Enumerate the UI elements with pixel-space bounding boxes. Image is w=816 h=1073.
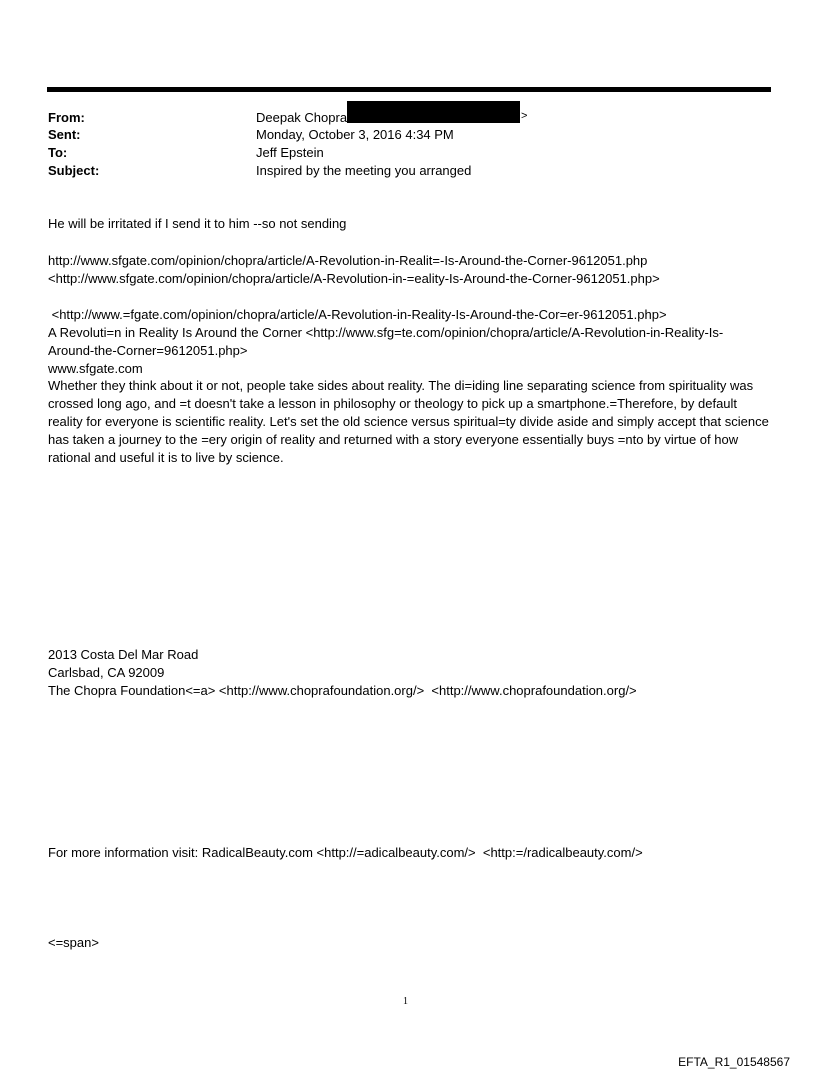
foundation-links[interactable]: The Chopra Foundation<=a> <http://www.choprafoundation.org/> <http://www.choprafoundation.org/> xyxy=(48,683,637,698)
redaction-box xyxy=(347,101,520,123)
from-label: From: xyxy=(48,110,85,125)
from-close-bracket: > xyxy=(521,110,528,122)
page-number: 1 xyxy=(403,996,408,1007)
sent-value: Monday, October 3, 2016 4:34 PM xyxy=(256,127,454,142)
document-reference-id: EFTA_R1_01548567 xyxy=(678,1055,790,1069)
subject-label: Subject: xyxy=(48,163,100,178)
article-link-1[interactable]: http://www.sfgate.com/opinion/chopra/article/A-Revolution-in-Realit=-Is-Around-the-Corner-9612051.php xyxy=(48,253,648,268)
more-info-line[interactable]: For more information visit: RadicalBeauty.com <http://=adicalbeauty.com/> <http:=/radicalbeauty.com/> xyxy=(48,845,643,860)
article-title-line-1: A Revoluti=n in Reality Is Around the Corner <http://www.sfg=te.com/opinion/chopra/article/A-Revolution-in-Reality-Is- xyxy=(48,325,724,340)
subject-value: Inspired by the meeting you arranged xyxy=(256,163,472,178)
body-intro: He will be irritated if I send it to him --so not sending xyxy=(48,216,347,231)
header-rule xyxy=(47,87,771,92)
to-label: To: xyxy=(48,145,68,160)
to-value: Jeff Epstein xyxy=(256,145,324,160)
address-line-2: Carlsbad, CA 92009 xyxy=(48,665,165,680)
article-excerpt: Whether they think about it or not, people take sides about reality. The di=iding line separating science from spirituality was crossed long ago, and =t doesn't take a lesson in philosophy or theology to pick up a smartphone.=Therefore, by default reality for everyone is scientific reality. Let's set the old science versus spiritual=ty divide aside and simply accept that science has taken a journey to the =ery origin of reality and returned with a story everyone essentially buys =nto by virtue of how rational and useful it is to live by science. xyxy=(48,378,769,465)
article-title-line-2: Around-the-Corner=9612051.php> xyxy=(48,343,248,358)
from-name: Deepak Chopra xyxy=(256,110,348,125)
site-name: www.sfgate.com xyxy=(48,361,143,376)
span-tag-text: <=span> xyxy=(48,935,99,950)
article-link-2[interactable]: <http://www.sfgate.com/opinion/chopra/article/A-Revolution-in-=eality-Is-Around-the-Corner-9612051.php> xyxy=(48,271,660,286)
sent-label: Sent: xyxy=(48,127,81,142)
article-link-3[interactable]: <http://www.=fgate.com/opinion/chopra/article/A-Revolution-in-Reality-Is-Around-the-Cor=er-9612051.php> xyxy=(48,307,667,322)
address-line-1: 2013 Costa Del Mar Road xyxy=(48,647,199,662)
